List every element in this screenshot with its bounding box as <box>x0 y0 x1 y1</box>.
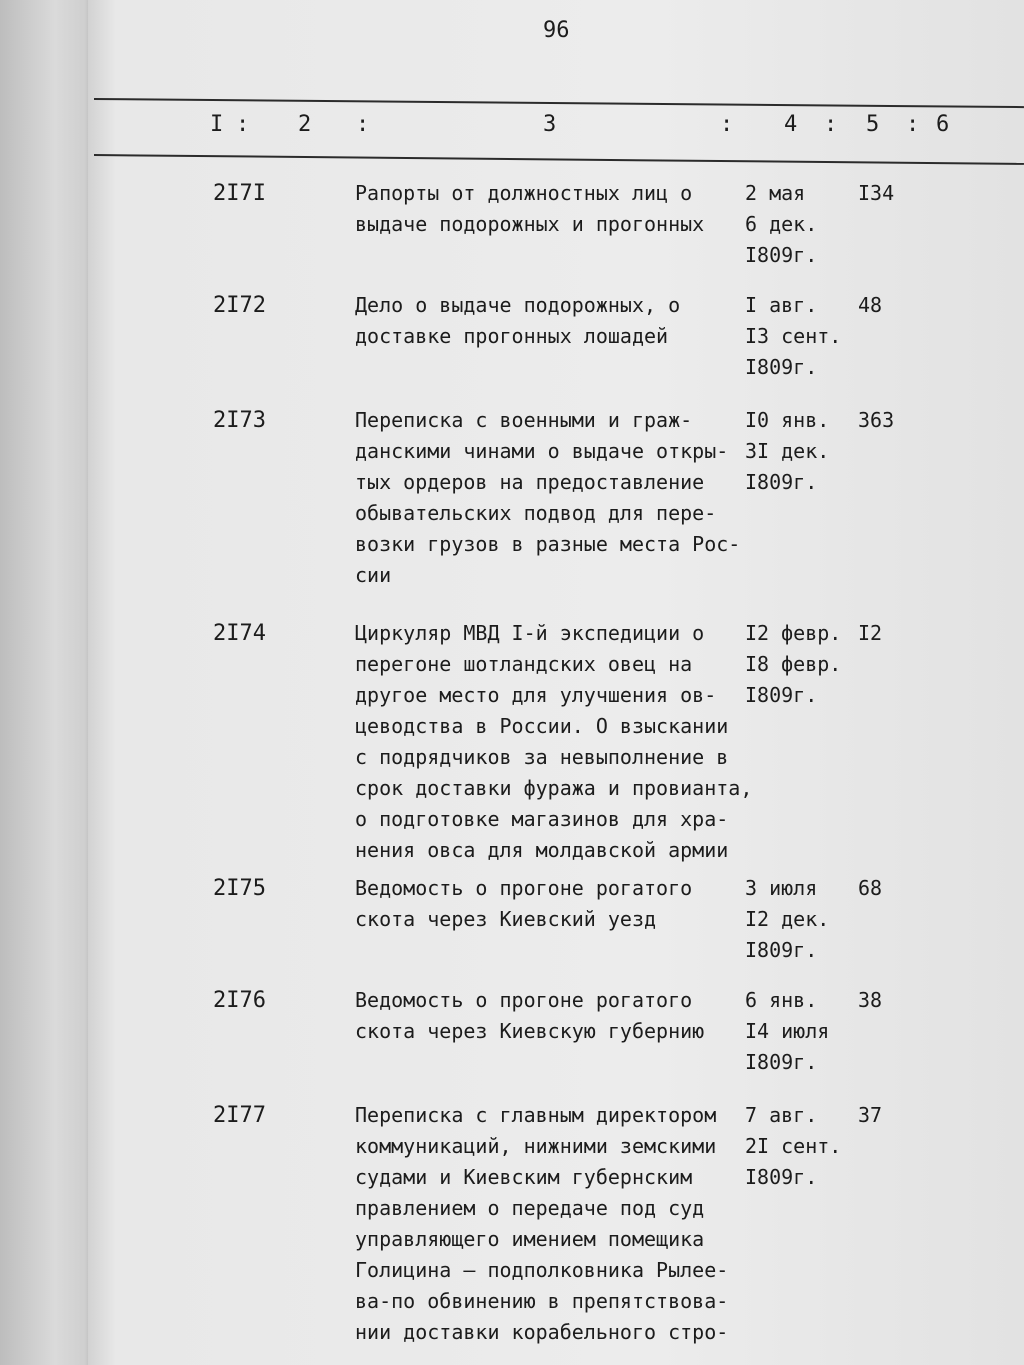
header-sep: : <box>356 112 370 137</box>
entry-description: Ведомость о прогоне рогатого скота через Киевскую губернию <box>355 988 705 1043</box>
entry-number: 2I73 <box>213 408 266 433</box>
entry-number: 2I74 <box>213 621 266 646</box>
entry-number: 2I76 <box>213 988 266 1013</box>
page-number: 96 <box>543 18 570 43</box>
header-col-6: 6 <box>936 112 950 137</box>
entry-dates: 3 июля I2 дек. I809г. <box>745 876 830 962</box>
entry-sheet-count: I34 <box>858 181 895 205</box>
entry-dates: I2 февр. I8 февр. I809г. <box>745 621 842 707</box>
entry-description: Ведомость о прогоне рогатого скота через Киевский уезд <box>355 876 693 931</box>
entry-description: Переписка с главным директором коммуникаций, нижними земскими судами и Киевским губернским правлением о передаче под суд управляющего имением помещика Голицина – подполковника Рылее- ва-по обвинению в препятствова- нии доставки корабельного стро- <box>355 1103 729 1344</box>
header-col-1: I <box>210 112 224 137</box>
entry-description: Циркуляр МВД I-й экспедиции о перегоне шотландских овец на другое место для улучшения ов- цеводства в России. О взыскании с подрядчиков за невыполнение в срок доставки фуража и провианта, о подготовке магазинов для хра- нения овса для молдавской армии <box>355 621 753 862</box>
table-header <box>88 112 1024 148</box>
table-header-bottom-rule <box>94 154 1024 165</box>
entry-dates: I авг. I3 сент. I809г. <box>745 293 842 379</box>
header-col-3: 3 <box>543 112 557 137</box>
header-sep: : <box>236 112 250 137</box>
entry-number: 2I77 <box>213 1103 266 1128</box>
header-sep: : <box>824 112 838 137</box>
header-sep: : <box>906 112 920 137</box>
header-col-5: 5 <box>866 112 880 137</box>
entry-sheet-count: I2 <box>858 621 883 645</box>
entry-dates: 7 авг. 2I сент. I809г. <box>745 1103 842 1189</box>
facing-page-edge <box>0 0 100 1365</box>
document-page <box>88 0 1024 1365</box>
entry-number: 2I7I <box>213 181 266 206</box>
header-col-2: 2 <box>298 112 312 137</box>
entry-description: Переписка с военными и граж- данскими чинами о выдаче откры- тых ордеров на предоставление обывательских подвод для пере- возки грузов в разные места Рос- сии <box>355 408 741 587</box>
header-col-4: 4 <box>784 112 798 137</box>
entry-sheet-count: 68 <box>858 876 883 900</box>
entry-sheet-count: 363 <box>858 408 895 432</box>
table-header-top-rule <box>94 98 1024 108</box>
entry-description: Дело о выдаче подорожных, о доставке прогонных лошадей <box>355 293 681 348</box>
entry-sheet-count: 38 <box>858 988 883 1012</box>
entry-dates: 6 янв. I4 июля I809г. <box>745 988 830 1074</box>
entry-dates: I0 янв. 3I дек. I809г. <box>745 408 830 494</box>
entry-number: 2I72 <box>213 293 266 318</box>
entry-dates: 2 мая 6 дек. I809г. <box>745 181 818 267</box>
header-sep: : <box>720 112 734 137</box>
entry-number: 2I75 <box>213 876 266 901</box>
entry-description: Рапорты от должностных лиц о выдаче подорожных и прогонных <box>355 181 705 236</box>
entry-sheet-count: 48 <box>858 293 883 317</box>
entry-sheet-count: 37 <box>858 1103 883 1127</box>
